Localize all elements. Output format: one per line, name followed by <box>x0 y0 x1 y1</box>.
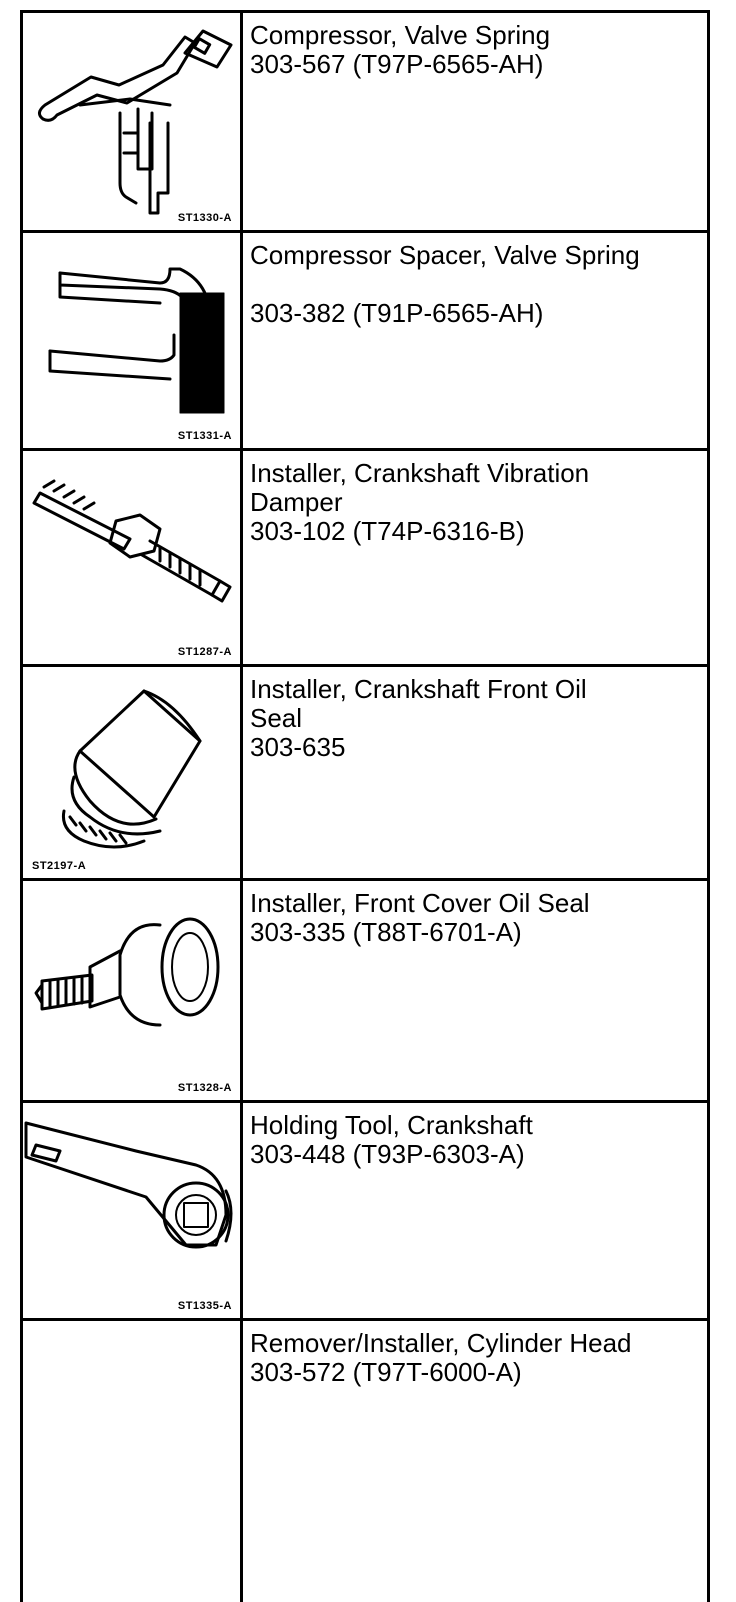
tool-illustration-cell <box>20 1321 240 1602</box>
tool-description: Installer, Crankshaft Front Oil Seal 303-635 <box>250 674 587 762</box>
table-row <box>20 233 710 448</box>
tool-description-cell <box>242 451 710 664</box>
tool-description-cell <box>242 881 710 1100</box>
tool-illustration-cell <box>20 13 240 230</box>
table-row <box>20 667 710 878</box>
tool-description: Holding Tool, Crankshaft 303-448 (T93P-6303-A) <box>250 1110 533 1169</box>
illustration-code: ST1331-A <box>177 430 232 442</box>
illustration-code: ST1330-A <box>177 212 232 224</box>
tool-description: Compressor, Valve Spring 303-567 (T97P-6565-AH) <box>250 20 551 79</box>
tool-description: Compressor Spacer, Valve Spring 303-382 (T91P-6565-AH) <box>250 240 640 328</box>
tool-description-cell <box>242 1103 710 1318</box>
tool-description-cell <box>242 1321 710 1602</box>
illustration-code: ST1328-A <box>177 1082 232 1094</box>
table-row <box>20 881 710 1100</box>
damper-installer-icon <box>20 451 240 664</box>
oil-seal-installer-icon <box>20 667 240 878</box>
illustration-code: ST2197-A <box>32 860 87 872</box>
illustration-code: ST1335-A <box>177 1300 232 1312</box>
table-row <box>20 1321 710 1602</box>
crankshaft-holding-tool-icon <box>20 1103 240 1318</box>
table-row <box>20 1103 710 1318</box>
table-row <box>20 13 710 230</box>
tool-illustration-cell <box>20 667 240 878</box>
tool-description: Installer, Crankshaft Vibration Damper 303-102 (T74P-6316-B) <box>250 458 590 546</box>
tool-description-cell <box>242 233 710 448</box>
tool-description-cell <box>242 13 710 230</box>
tool-description: Installer, Front Cover Oil Seal 303-335 (T88T-6701-A) <box>250 888 590 947</box>
tool-illustration-cell <box>20 451 240 664</box>
tool-illustration-cell <box>20 881 240 1100</box>
valve-spring-compressor-icon <box>20 13 240 230</box>
tool-illustration-cell <box>20 233 240 448</box>
table-row <box>20 451 710 664</box>
illustration-code: ST1287-A <box>177 646 232 658</box>
valve-spring-spacer-icon <box>20 233 240 448</box>
tool-description: Remover/Installer, Cylinder Head 303-572 (T97T-6000-A) <box>250 1328 632 1387</box>
front-cover-seal-installer-icon <box>20 881 240 1100</box>
tool-illustration-cell <box>20 1103 240 1318</box>
tool-description-cell <box>242 667 710 878</box>
